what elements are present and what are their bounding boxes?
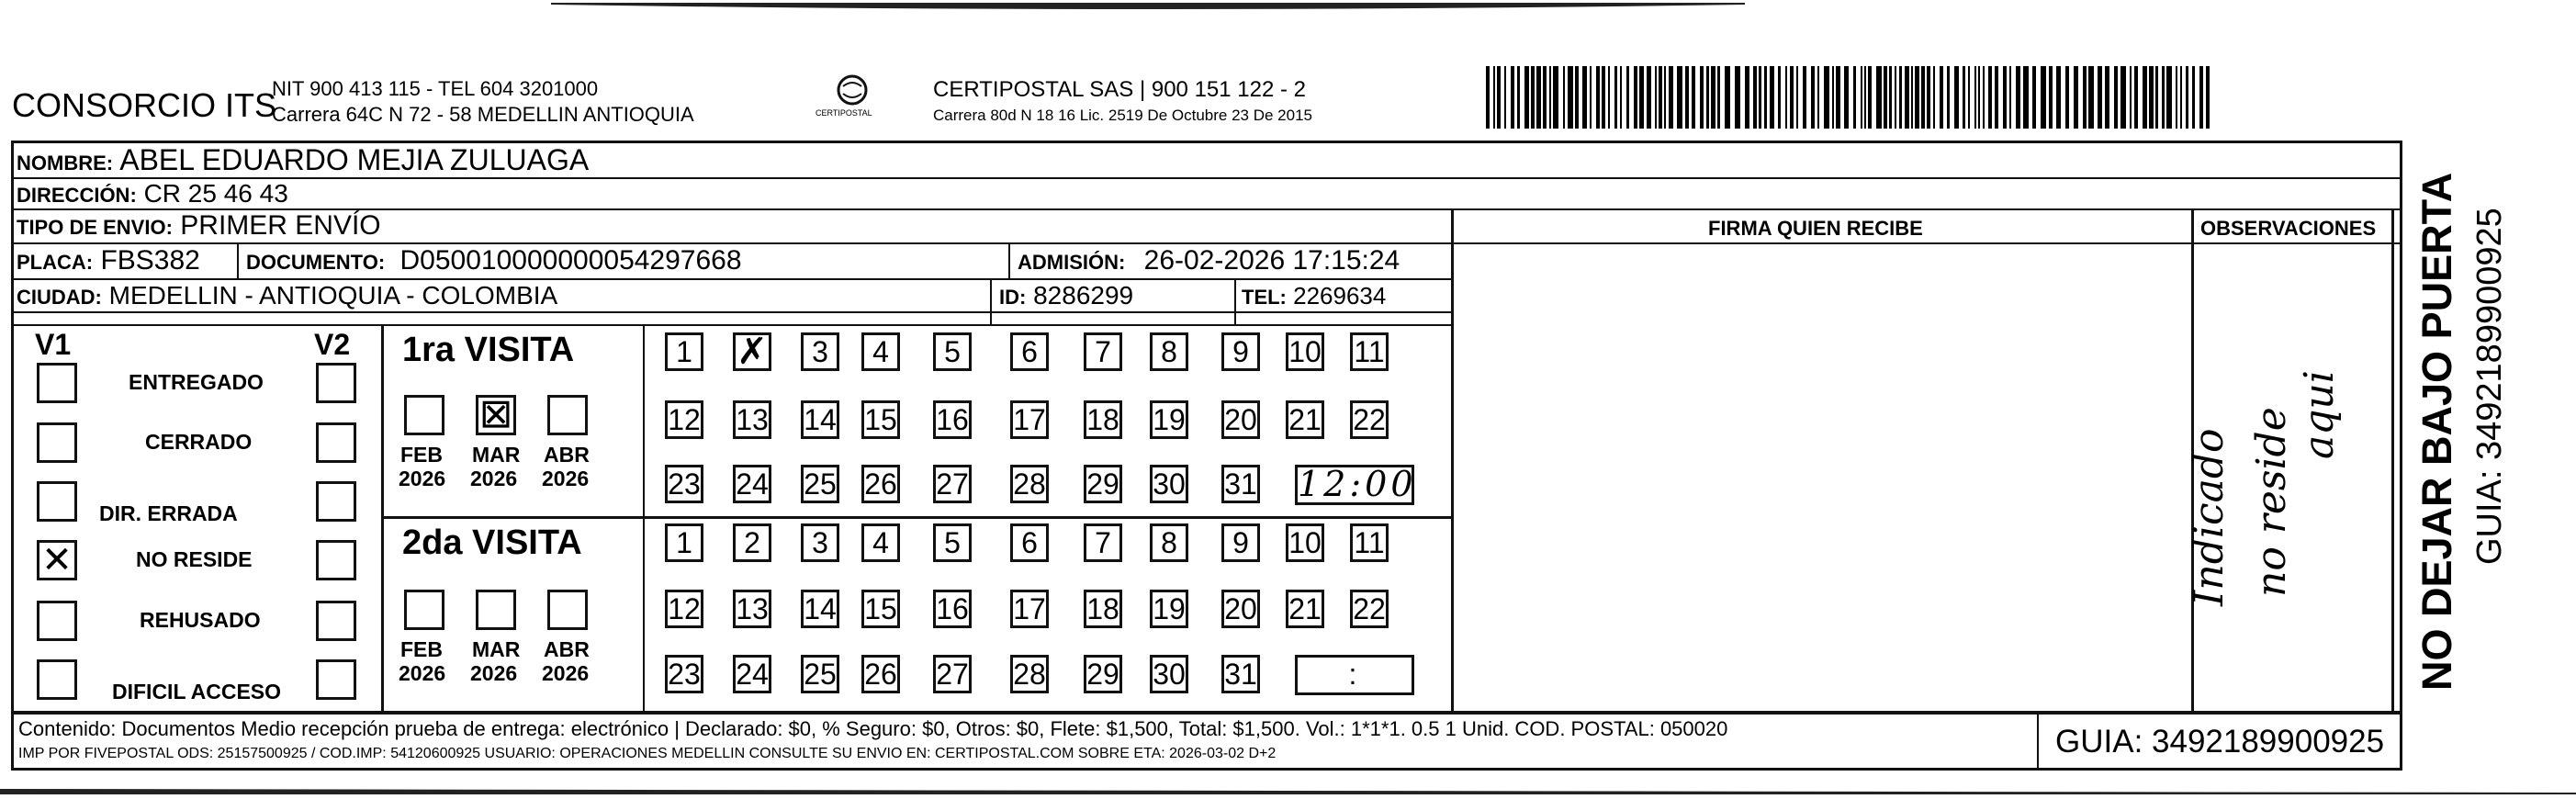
barcode-bar: [1836, 66, 1840, 129]
ciudad-row: [17, 281, 557, 312]
barcode-bar: [1895, 66, 1896, 129]
handwritten-note-3: aqui: [2296, 370, 2343, 459]
month-label: MAR: [472, 443, 521, 467]
month-year: 2026: [470, 467, 518, 490]
day-box[interactable]: 21: [1286, 590, 1324, 628]
v2-header: V2: [314, 328, 351, 361]
handwritten-note-1: Indicado: [2186, 428, 2233, 606]
barcode-bar: [2192, 66, 2195, 129]
time-box[interactable]: 12:00: [1295, 465, 1414, 505]
barcode-bar: [1911, 66, 1913, 129]
barcode-bar: [1614, 66, 1617, 129]
day-box[interactable]: ✗: [733, 332, 771, 371]
handwritten-note-2: no reside: [2248, 407, 2295, 597]
month-year: 2026: [399, 661, 446, 685]
barcode-bar: [1844, 66, 1849, 129]
certipostal-line-1: CERTIPOSTAL SAS | 900 151 122 - 2: [933, 77, 1306, 102]
day-box[interactable]: 15: [861, 400, 900, 439]
month-label: ABR: [544, 443, 590, 467]
day-box[interactable]: 17: [1010, 400, 1049, 439]
barcode-bar: [1899, 66, 1902, 129]
col-divider: [2391, 210, 2394, 714]
admision-value: 26-02-2026 17:15:24: [1143, 245, 1400, 276]
v2-checkbox[interactable]: [316, 540, 356, 580]
barcode-bar: [1915, 66, 1919, 129]
day-box[interactable]: 31: [1221, 465, 1260, 503]
firma-header: FIRMA QUIEN RECIBE: [1708, 217, 1923, 240]
barcode-bar: [1933, 66, 1935, 129]
tipo-envio-label: TIPO DE ENVIO:: [17, 216, 173, 239]
month-year: 2026: [399, 467, 446, 490]
certipostal-logo-icon: [808, 72, 896, 127]
day-box[interactable]: 11: [1350, 523, 1389, 562]
barcode-bar: [1531, 66, 1535, 129]
month-year: 2026: [542, 661, 590, 685]
month-checkbox[interactable]: [476, 391, 516, 436]
v2-checkbox[interactable]: [316, 422, 356, 463]
v1-checkbox[interactable]: [37, 601, 77, 641]
barcode-bar: [2180, 66, 2182, 129]
certipostal-logo-caption: CERTIPOSTAL: [816, 108, 872, 118]
barcode-bar: [1700, 66, 1704, 129]
barcode-bar: [1517, 66, 1520, 129]
day-box[interactable]: 23: [665, 655, 703, 693]
barcode-bar: [1954, 66, 1959, 129]
barcode-bar: [2206, 66, 2210, 129]
barcode-bar: [1876, 66, 1882, 129]
month-checkbox[interactable]: [547, 590, 588, 630]
barcode-bar: [1778, 66, 1781, 129]
barcode-bar: [1725, 66, 1730, 129]
v2-checkbox[interactable]: [316, 659, 356, 700]
col-divider: [1008, 244, 1010, 279]
v1-header: V1: [35, 328, 72, 361]
barcode-bar: [1692, 66, 1695, 129]
barcode-bar: [1861, 66, 1862, 129]
first-visit-title: 1ra VISITA: [402, 331, 575, 369]
col-divider: [381, 324, 384, 714]
barcode-bar: [1853, 66, 1856, 129]
day-box[interactable]: 16: [933, 400, 972, 439]
barcode-bar: [2149, 66, 2154, 129]
barcode-bar: [2105, 66, 2109, 129]
barcode-bar: [1717, 66, 1720, 129]
barcode-bar: [1770, 66, 1774, 129]
barcode-bar: [1647, 66, 1651, 129]
barcode-bar: [1608, 66, 1610, 129]
id-row: [999, 281, 1133, 312]
day-box[interactable]: 24: [733, 655, 771, 693]
barcode-bar: [2166, 66, 2172, 129]
v1-checkbox[interactable]: [37, 659, 77, 700]
barcode-bar: [2023, 66, 2029, 129]
barcode-bar: [1811, 66, 1815, 129]
day-box[interactable]: 5: [933, 523, 972, 562]
barcode-bar: [1511, 66, 1514, 129]
status-label: NO RESIDE: [136, 547, 253, 571]
barcode-bar: [1568, 66, 1573, 129]
day-box[interactable]: 29: [1084, 655, 1122, 693]
barcode: [1486, 66, 2211, 129]
second-visit-title: 2da VISITA: [402, 523, 582, 562]
barcode-bar: [1563, 66, 1565, 129]
day-box[interactable]: 25: [801, 655, 839, 693]
barcode-bar: [1974, 66, 1976, 129]
barcode-bar: [1983, 66, 1985, 129]
tipo-envio-row: [17, 210, 381, 243]
col-divider: [1451, 242, 2394, 244]
barcode-bar: [1504, 66, 1506, 129]
barcode-bar: [1575, 66, 1579, 129]
barcode-bar: [1596, 66, 1600, 129]
barcode-bar: [2098, 66, 2102, 129]
barcode-bar: [1868, 66, 1872, 129]
barcode-bar: [1927, 66, 1930, 129]
day-box[interactable]: 22: [1350, 590, 1389, 628]
documento-label: DOCUMENTO:: [246, 251, 386, 274]
observations-handwriting: [2186, 294, 2388, 698]
day-box[interactable]: 1: [665, 523, 703, 562]
footer-guia: GUIA: 3492189900925: [2055, 724, 2385, 760]
documento-row: [246, 245, 742, 278]
day-box[interactable]: 28: [1010, 465, 1049, 503]
day-box[interactable]: 26: [861, 655, 900, 693]
direccion-row: [17, 179, 288, 210]
barcode-bar: [1940, 66, 1943, 129]
observaciones-header: OBSERVACIONES: [2200, 217, 2377, 240]
v2-checkbox[interactable]: [316, 481, 356, 522]
barcode-bar: [1921, 66, 1925, 129]
barcode-bar: [1655, 66, 1657, 129]
certipostal-line-2: Carrera 80d N 18 16 Lic. 2519 De Octubre 23 De 2015: [933, 107, 1312, 124]
col-divider: [1234, 280, 1236, 324]
barcode-bar: [1745, 66, 1749, 129]
col-divider: [1451, 210, 1454, 714]
barcode-bar: [1817, 66, 1819, 129]
barcode-bar: [1536, 66, 1541, 129]
day-box[interactable]: 13: [733, 590, 771, 628]
barcode-bar: [1706, 66, 1709, 129]
day-box[interactable]: 6: [1010, 523, 1049, 562]
v1-checkbox[interactable]: [37, 540, 77, 580]
admision-label: ADMISIÓN:: [1018, 251, 1126, 274]
day-box[interactable]: 12: [665, 400, 703, 439]
day-box[interactable]: 3: [801, 523, 839, 562]
barcode-bar: [2003, 66, 2007, 129]
status-label: DIR. ERRADA: [99, 501, 238, 525]
check-x-icon: ⊠: [478, 391, 513, 436]
day-box[interactable]: 9: [1221, 523, 1260, 562]
day-box[interactable]: 10: [1286, 523, 1324, 562]
month-year: 2026: [542, 467, 590, 490]
barcode-bar: [1602, 66, 1605, 129]
nombre-value: ABEL EDUARDO MEJIA ZULUAGA: [119, 143, 590, 176]
time-box[interactable]: :: [1295, 655, 1414, 695]
barcode-bar: [1659, 66, 1662, 129]
barcode-bar: [2041, 66, 2046, 129]
barcode-bar: [2049, 66, 2053, 129]
barcode-bar: [1553, 66, 1558, 129]
footer-line-2: IMP POR FIVEPOSTAL ODS: 25157500925 / COD.IMP: 54120600925 USUARIO: OPERACIONES MEDELLIN CONSULTE SU ENVIO EN: CERTIPOSTAL.COM SOBRE ETA: 2026-03-02 D+2: [18, 746, 1277, 761]
barcode-bar: [2186, 66, 2188, 129]
barcode-bar: [2032, 66, 2036, 129]
documento-value: D050010000000054297668: [399, 245, 742, 276]
barcode-bar: [2162, 66, 2165, 129]
barcode-bar: [1978, 66, 1980, 129]
day-box[interactable]: 27: [933, 465, 972, 503]
ciudad-label: CIUDAD:: [17, 286, 102, 309]
barcode-bar: [1759, 66, 1761, 129]
day-box[interactable]: 7: [1084, 332, 1122, 371]
barcode-bar: [1796, 66, 1798, 129]
placa-value: FBS382: [100, 245, 200, 276]
barcode-bar: [1988, 66, 1992, 129]
day-box[interactable]: 5: [933, 332, 972, 371]
scan-edge-top: [551, 0, 1745, 9]
day-box[interactable]: 9: [1221, 332, 1260, 371]
day-box[interactable]: 13: [733, 400, 771, 439]
barcode-bar: [1549, 66, 1551, 129]
barcode-bar: [1639, 66, 1644, 129]
barcode-bar: [2016, 66, 2020, 129]
day-box[interactable]: 27: [933, 655, 972, 693]
day-box[interactable]: 18: [1084, 590, 1122, 628]
month-checkbox[interactable]: [547, 395, 588, 435]
barcode-bar: [2134, 66, 2138, 129]
barcode-bar: [1764, 66, 1767, 129]
v2-checkbox[interactable]: [316, 601, 356, 641]
day-box[interactable]: 4: [861, 332, 900, 371]
barcode-bar: [1947, 66, 1950, 129]
barcode-bar: [1582, 66, 1587, 129]
barcode-bar: [1803, 66, 1806, 129]
barcode-bar: [1493, 66, 1495, 129]
direccion-value: CR 25 46 43: [143, 179, 288, 208]
barcode-bar: [1497, 66, 1501, 129]
month-label: FEB: [400, 637, 443, 661]
day-box[interactable]: 17: [1010, 590, 1049, 628]
tel-row: [1242, 281, 1386, 312]
barcode-bar: [1884, 66, 1887, 129]
tipo-envio-value: PRIMER ENVÍO: [180, 210, 381, 241]
status-label: ENTREGADO: [129, 370, 264, 394]
barcode-bar: [1963, 66, 1965, 129]
day-box[interactable]: 4: [861, 523, 900, 562]
barcode-bar: [2009, 66, 2011, 129]
nit-line: NIT 900 413 115 - TEL 604 3201000: [272, 77, 599, 100]
admision-row: [1018, 245, 1400, 278]
month-checkbox[interactable]: [476, 590, 516, 630]
barcode-bar: [1685, 66, 1689, 129]
barcode-bar: [2074, 66, 2078, 129]
barcode-bar: [2143, 66, 2147, 129]
day-box[interactable]: 25: [801, 465, 839, 503]
day-box[interactable]: 2: [733, 523, 771, 562]
barcode-bar: [1968, 66, 1970, 129]
barcode-bar: [1824, 66, 1829, 129]
tel-value: 2269634: [1293, 282, 1387, 309]
barcode-bar: [1785, 66, 1787, 129]
col-divider: [237, 244, 239, 279]
barcode-bar: [2088, 66, 2094, 129]
ciudad-value: MEDELLIN - ANTIOQUIA - COLOMBIA: [108, 281, 558, 309]
barcode-bar: [2056, 66, 2061, 129]
month-year: 2026: [470, 661, 518, 685]
day-box[interactable]: 24: [733, 465, 771, 503]
id-label: ID:: [999, 286, 1027, 309]
barcode-bar: [1735, 66, 1740, 129]
day-box[interactable]: 7: [1084, 523, 1122, 562]
barcode-bar: [1711, 66, 1715, 129]
day-box[interactable]: 31: [1221, 655, 1260, 693]
day-box[interactable]: 11: [1350, 332, 1389, 371]
company-address: Carrera 64C N 72 - 58 MEDELLIN ANTIOQUIA: [272, 103, 694, 126]
day-box[interactable]: 18: [1084, 400, 1122, 439]
barcode-bar: [1590, 66, 1592, 129]
day-box[interactable]: 20: [1221, 590, 1260, 628]
day-box[interactable]: 14: [801, 590, 839, 628]
day-box[interactable]: 6: [1010, 332, 1049, 371]
day-box[interactable]: 29: [1084, 465, 1122, 503]
month-label: FEB: [400, 443, 443, 467]
day-box[interactable]: 30: [1150, 465, 1188, 503]
day-box[interactable]: 8: [1150, 332, 1188, 371]
status-label: REHUSADO: [140, 608, 261, 632]
barcode-bar: [1905, 66, 1909, 129]
col-divider: [384, 516, 1451, 519]
v1-checkbox[interactable]: [37, 422, 77, 463]
month-checkbox[interactable]: [404, 395, 444, 435]
day-box[interactable]: 28: [1010, 655, 1049, 693]
status-label: DIFICIL ACCESO: [112, 680, 282, 703]
barcode-bar: [2176, 66, 2177, 129]
day-box[interactable]: 30: [1150, 655, 1188, 693]
col-divider: [990, 280, 992, 324]
barcode-bar: [2083, 66, 2087, 129]
certipostal-logo: [808, 72, 896, 127]
status-label: CERRADO: [145, 430, 253, 454]
barcode-bar: [1790, 66, 1794, 129]
day-box[interactable]: 16: [933, 590, 972, 628]
barcode-bar: [1634, 66, 1637, 129]
row-divider: [11, 324, 1451, 326]
barcode-bar: [1677, 66, 1682, 129]
v2-checkbox[interactable]: [316, 363, 356, 403]
barcode-bar: [2114, 66, 2118, 129]
day-box[interactable]: 10: [1286, 332, 1324, 371]
footer-divider: [2037, 712, 2039, 771]
v1-checkbox[interactable]: [37, 481, 77, 522]
barcode-bar: [1889, 66, 1892, 129]
day-box[interactable]: 1: [665, 332, 703, 371]
no-dejar-warning: NO DEJAR BAJO PUERTA: [2413, 172, 2460, 691]
month-label: MAR: [472, 637, 521, 661]
barcode-bar: [1664, 66, 1666, 129]
barcode-bar: [1524, 66, 1529, 129]
day-box[interactable]: 23: [665, 465, 703, 503]
check-x-icon: ✕: [41, 540, 73, 580]
day-box[interactable]: 12: [665, 590, 703, 628]
day-box[interactable]: 3: [801, 332, 839, 371]
barcode-bar: [2120, 66, 2126, 129]
barcode-bar: [1864, 66, 1866, 129]
day-box[interactable]: 20: [1221, 400, 1260, 439]
day-box[interactable]: 22: [1350, 400, 1389, 439]
barcode-bar: [2130, 66, 2132, 129]
day-box[interactable]: 19: [1150, 590, 1188, 628]
barcode-bar: [1995, 66, 1998, 129]
day-box[interactable]: 14: [801, 400, 839, 439]
barcode-bar: [2199, 66, 2203, 129]
month-checkbox[interactable]: [404, 590, 444, 630]
barcode-bar: [2065, 66, 2069, 129]
barcode-bar: [2155, 66, 2158, 129]
nombre-row: [17, 143, 589, 180]
day-box[interactable]: 15: [861, 590, 900, 628]
day-box[interactable]: 26: [861, 465, 900, 503]
barcode-bar: [1753, 66, 1757, 129]
barcode-bar: [1832, 66, 1834, 129]
barcode-bar: [1543, 66, 1547, 129]
barcode-bar: [1626, 66, 1629, 129]
visit-divider: [643, 324, 645, 714]
footer-line-1: Contenido: Documentos Medio recepción prueba de entrega: electrónico | Declarado: $0, % Seguro: $0, Otros: $0, Flete: $1,500, Total: $1,500. Vol.: 1*1*1. 0.5 1 Unid. COD. POSTAL: 050020: [18, 717, 1728, 740]
v1-checkbox[interactable]: [37, 363, 77, 403]
day-box[interactable]: 19: [1150, 400, 1188, 439]
barcode-bar: [1669, 66, 1673, 129]
placa-label: PLACA:: [17, 251, 94, 274]
side-guia: GUIA: 3492189900925: [2470, 208, 2509, 565]
placa-row: [17, 245, 200, 278]
month-label: ABR: [544, 637, 590, 661]
direccion-label: DIRECCIÓN:: [17, 184, 137, 207]
scan-edge-bottom: [0, 782, 2576, 792]
company-name: CONSORCIO ITS: [12, 86, 277, 124]
tel-label: TEL:: [1242, 286, 1287, 309]
day-box[interactable]: 21: [1286, 400, 1324, 439]
id-value: 8286299: [1033, 281, 1134, 309]
day-box[interactable]: 8: [1150, 523, 1188, 562]
nombre-label: NOMBRE:: [17, 152, 114, 174]
barcode-bar: [1486, 66, 1490, 129]
barcode-bar: [1620, 66, 1622, 129]
